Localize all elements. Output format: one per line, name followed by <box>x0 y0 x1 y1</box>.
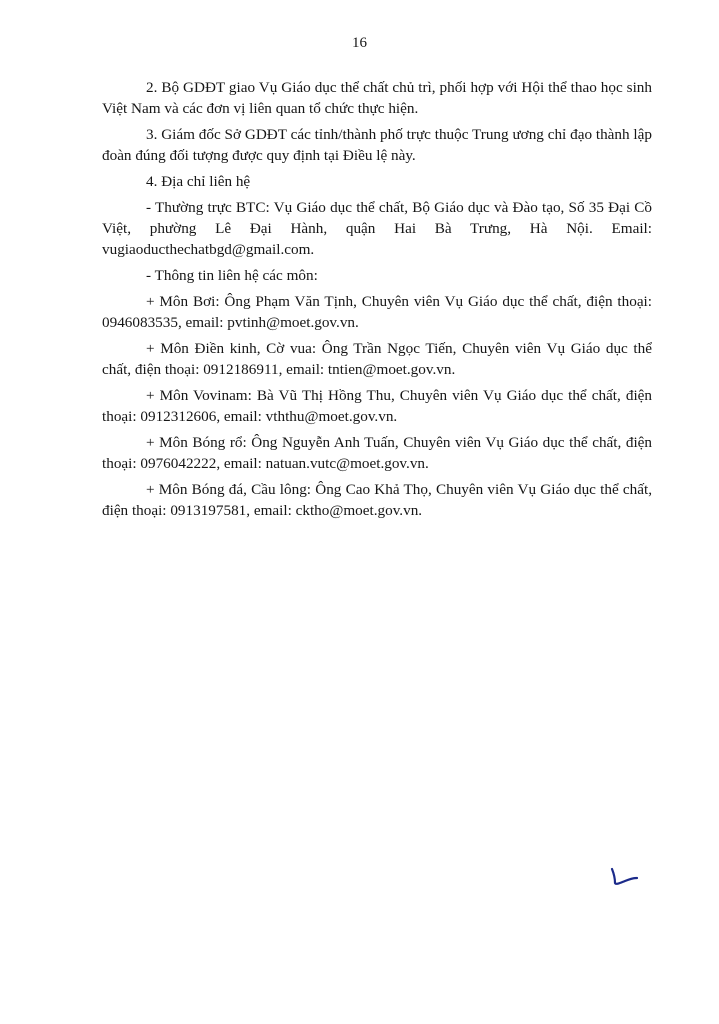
contact-basketball: + Môn Bóng rổ: Ông Nguyễn Anh Tuấn, Chuyên viên Vụ Giáo dục thể chất, điện thoại: 0976042222, email: natuan.vutc@moet.gov.vn. <box>102 434 652 472</box>
initials-signature <box>606 866 642 888</box>
contact-swimming: + Môn Bơi: Ông Phạm Văn Tịnh, Chuyên viên Vụ Giáo dục thể chất, điện thoại: 0946083535, email: pvtinh@moet.gov.vn. <box>102 293 652 331</box>
paragraph-provincial-directors: 3. Giám đốc Sở GDĐT các tỉnh/thành phố trực thuộc Trung ương chỉ đạo thành lập đoàn đúng đối tượng được quy định tại Điều lệ này. <box>102 126 652 164</box>
paragraph-sport-contacts-heading: - Thông tin liên hệ các môn: <box>146 267 318 284</box>
paragraph-standing-committee: - Thường trực BTC: Vụ Giáo dục thể chất, Bộ Giáo dục và Đào tạo, Số 35 Đại Cồ Việt, phường Lê Đại Hành, quận Hai Bà Trưng, Hà Nội. Email: vugiaoducthechatbgd@gmail.com. <box>102 199 652 258</box>
page-number: 16 <box>352 35 367 51</box>
paragraph-contact-heading: 4. Địa chỉ liên hệ <box>146 173 251 190</box>
contact-vovinam: + Môn Vovinam: Bà Vũ Thị Hồng Thu, Chuyên viên Vụ Giáo dục thể chất, điện thoại: 0912312606, email: vththu@moet.gov.vn. <box>102 387 652 425</box>
contact-athletics-chess: + Môn Điền kinh, Cờ vua: Ông Trần Ngọc Tiến, Chuyên viên Vụ Giáo dục thể chất, điện thoại: 0912186911, email: tntien@moet.gov.vn. <box>102 340 652 378</box>
document-body <box>102 77 652 526</box>
paragraph-implementation: 2. Bộ GDĐT giao Vụ Giáo dục thể chất chủ trì, phối hợp với Hội thể thao học sinh Việt Nam và các đơn vị liên quan tổ chức thực hiện. <box>102 79 652 117</box>
contact-football-badminton: + Môn Bóng đá, Cầu lông: Ông Cao Khả Thọ, Chuyên viên Vụ Giáo dục thể chất, điện thoại: 0913197581, email: cktho@moet.gov.vn. <box>102 481 652 519</box>
